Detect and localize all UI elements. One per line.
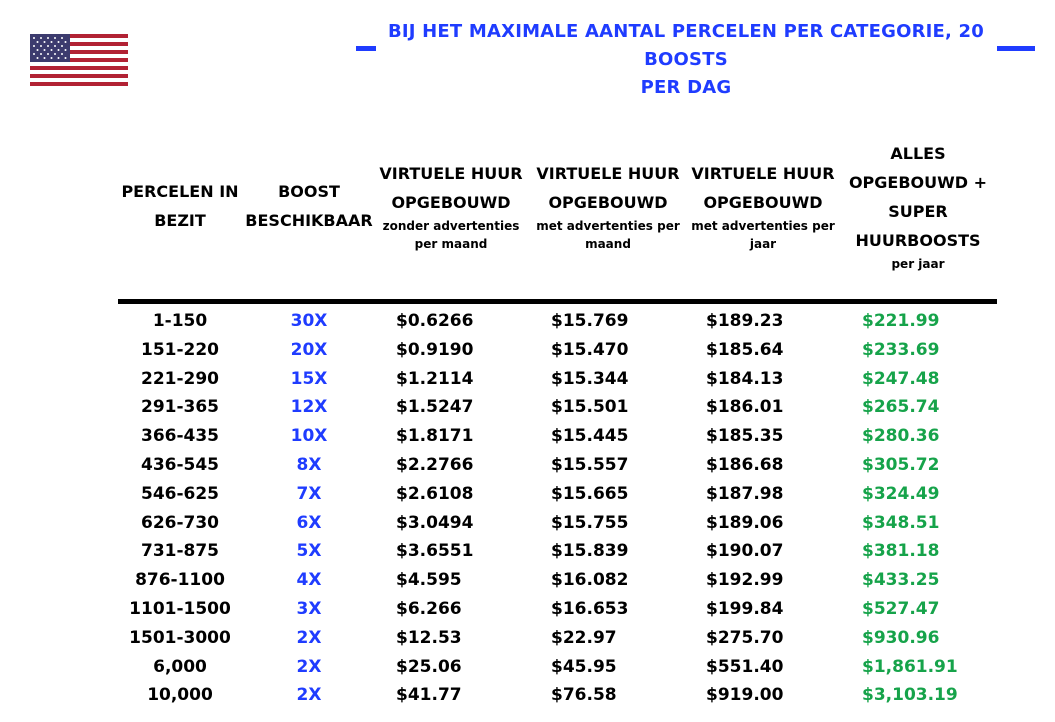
cell-virtual-ads-month: $15.755 (551, 512, 629, 533)
cell-parcels: 731-875 (140, 541, 220, 562)
header-parcels (118, 118, 242, 294)
cell-virtual-no-ads-month: $1.2114 (396, 368, 474, 389)
table-row (118, 336, 998, 365)
cell-virtual-ads-year: $187.98 (706, 483, 784, 504)
cell-boost: 10X (290, 426, 328, 447)
cell-virtual-ads-month: $16.082 (551, 570, 629, 591)
title-line-1: BIJ HET MAXIMALE AANTAL PERCELEN PER CATEGORIE, 20 BOOSTS (387, 21, 985, 70)
cell-virtual-ads-month: $15.445 (551, 426, 629, 447)
cell-virtual-no-ads-month: $2.2766 (396, 454, 474, 475)
table-row (118, 566, 998, 595)
cell-virtual-ads-month: $76.58 (551, 685, 617, 706)
cell-virtual-no-ads-month: $3.0494 (396, 512, 474, 533)
header-all-super-label: ALLES OPGEBOUWD + SUPER HUURBOOSTS (848, 144, 988, 250)
table-row (118, 422, 998, 451)
cell-all-super: $527.47 (862, 598, 940, 619)
table-row (118, 595, 998, 624)
table-row (118, 653, 998, 682)
cell-all-super: $1,861.91 (862, 656, 958, 677)
cell-all-super: $280.36 (862, 426, 940, 447)
cell-boost: 3X (296, 598, 322, 619)
cell-virtual-ads-year: $919.00 (706, 685, 784, 706)
cell-virtual-ads-month: $15.769 (551, 311, 629, 331)
title-dash-left (356, 46, 376, 51)
cell-all-super: $3,103.19 (862, 685, 958, 706)
cell-virtual-no-ads-month: $0.6266 (396, 311, 474, 331)
cell-virtual-no-ads-month: $12.53 (396, 627, 462, 648)
cell-parcels: 876-1100 (135, 570, 225, 591)
cell-parcels: 151-220 (140, 339, 220, 360)
cell-virtual-ads-year: $186.68 (706, 454, 784, 475)
cell-boost: 8X (296, 454, 322, 475)
header-virtual-ads-year (688, 118, 838, 294)
table-row (118, 393, 998, 422)
cell-all-super: $305.72 (862, 454, 940, 475)
cell-parcels: 221-290 (140, 368, 220, 389)
header-virtual-ads-month-sub: met advertenties per maand (536, 219, 680, 251)
cell-parcels: 1501-3000 (129, 627, 231, 648)
data-table (118, 307, 998, 710)
header-virtual-no-ads-month-label: VIRTUELE HUUR OPGEBOUWD (379, 164, 523, 212)
cell-parcels: 436-545 (140, 454, 220, 475)
cell-parcels: 626-730 (140, 512, 220, 533)
header-boost-label: BOOST BESCHIKBAAR (245, 182, 373, 230)
table-row (118, 509, 998, 538)
cell-virtual-no-ads-month: $6.266 (396, 598, 462, 619)
cell-parcels: 10,000 (147, 685, 213, 706)
table-row (118, 537, 998, 566)
header-virtual-ads-year-sub: met advertenties per jaar (691, 219, 835, 251)
cell-boost: 20X (290, 339, 328, 360)
cell-virtual-no-ads-month: $41.77 (396, 685, 462, 706)
cell-boost: 30X (290, 311, 328, 331)
table-row (118, 480, 998, 509)
cell-parcels: 546-625 (140, 483, 220, 504)
cell-virtual-ads-year: $185.64 (706, 339, 784, 360)
table-header (118, 118, 998, 294)
cell-boost: 2X (296, 685, 322, 706)
cell-virtual-ads-year: $186.01 (706, 397, 784, 418)
cell-boost: 7X (296, 483, 322, 504)
cell-virtual-ads-year: $275.70 (706, 627, 784, 648)
cell-boost: 5X (296, 541, 322, 562)
cell-boost: 15X (290, 368, 328, 389)
cell-all-super: $381.18 (862, 541, 940, 562)
cell-boost: 2X (296, 656, 322, 677)
cell-virtual-ads-month: $16.653 (551, 598, 629, 619)
title-line-2: PER DAG (640, 77, 732, 98)
cell-virtual-ads-month: $15.557 (551, 454, 629, 475)
cell-virtual-ads-year: $185.35 (706, 426, 784, 447)
cell-boost: 4X (296, 570, 322, 591)
cell-virtual-ads-month: $15.501 (551, 397, 629, 418)
cell-all-super: $930.96 (862, 627, 940, 648)
cell-virtual-no-ads-month: $25.06 (396, 656, 462, 677)
cell-virtual-no-ads-month: $0.9190 (396, 339, 474, 360)
table-row (118, 365, 998, 394)
cell-virtual-ads-month: $15.344 (551, 368, 629, 389)
cell-boost: 6X (296, 512, 322, 533)
cell-virtual-ads-year: $199.84 (706, 598, 784, 619)
cell-parcels: 366-435 (140, 426, 220, 447)
cell-virtual-ads-year: $192.99 (706, 570, 784, 591)
table-row (118, 451, 998, 480)
cell-all-super: $233.69 (862, 339, 940, 360)
header-virtual-ads-year-label: VIRTUELE HUUR OPGEBOUWD (691, 164, 835, 212)
cell-virtual-no-ads-month: $2.6108 (396, 483, 474, 504)
cell-virtual-ads-month: $15.839 (551, 541, 629, 562)
header-all-super (843, 118, 993, 294)
cell-parcels: 1101-1500 (129, 598, 231, 619)
table-row (118, 624, 998, 653)
header-virtual-ads-month (533, 118, 683, 294)
cell-virtual-ads-year: $184.13 (706, 368, 784, 389)
cell-virtual-ads-month: $15.665 (551, 483, 629, 504)
cell-all-super: $324.49 (862, 483, 940, 504)
cell-virtual-ads-year: $189.23 (706, 311, 784, 331)
cell-all-super: $433.25 (862, 570, 940, 591)
page-title (384, 18, 988, 102)
cell-virtual-ads-year: $189.06 (706, 512, 784, 533)
cell-parcels: 6,000 (153, 656, 207, 677)
header-virtual-ads-month-label: VIRTUELE HUUR OPGEBOUWD (536, 164, 680, 212)
cell-boost: 12X (290, 397, 328, 418)
header-divider (118, 299, 997, 304)
header-all-super-sub: per jaar (891, 257, 945, 271)
cell-parcels: 1-150 (152, 311, 208, 331)
cell-parcels: 291-365 (140, 397, 220, 418)
cell-virtual-ads-month: $15.470 (551, 339, 629, 360)
header-parcels-label: PERCELEN IN BEZIT (121, 182, 239, 230)
cell-all-super: $348.51 (862, 512, 940, 533)
cell-virtual-ads-year: $190.07 (706, 541, 784, 562)
table-row (118, 681, 998, 710)
title-dash-right (997, 46, 1035, 51)
cell-virtual-no-ads-month: $1.8171 (396, 426, 474, 447)
cell-boost: 2X (296, 627, 322, 648)
cell-virtual-ads-month: $22.97 (551, 627, 617, 648)
header-virtual-no-ads-month (376, 118, 526, 294)
cell-virtual-ads-year: $551.40 (706, 656, 784, 677)
header-virtual-no-ads-month-sub: zonder advertenties per maand (382, 219, 520, 251)
cell-all-super: $221.99 (862, 311, 940, 331)
cell-all-super: $265.74 (862, 397, 940, 418)
table-row (118, 307, 998, 336)
header-boost (247, 118, 371, 294)
cell-virtual-no-ads-month: $3.6551 (396, 541, 474, 562)
cell-all-super: $247.48 (862, 368, 940, 389)
cell-virtual-no-ads-month: $1.5247 (396, 397, 474, 418)
cell-virtual-ads-month: $45.95 (551, 656, 617, 677)
cell-virtual-no-ads-month: $4.595 (396, 570, 462, 591)
us-flag-icon (30, 34, 128, 86)
